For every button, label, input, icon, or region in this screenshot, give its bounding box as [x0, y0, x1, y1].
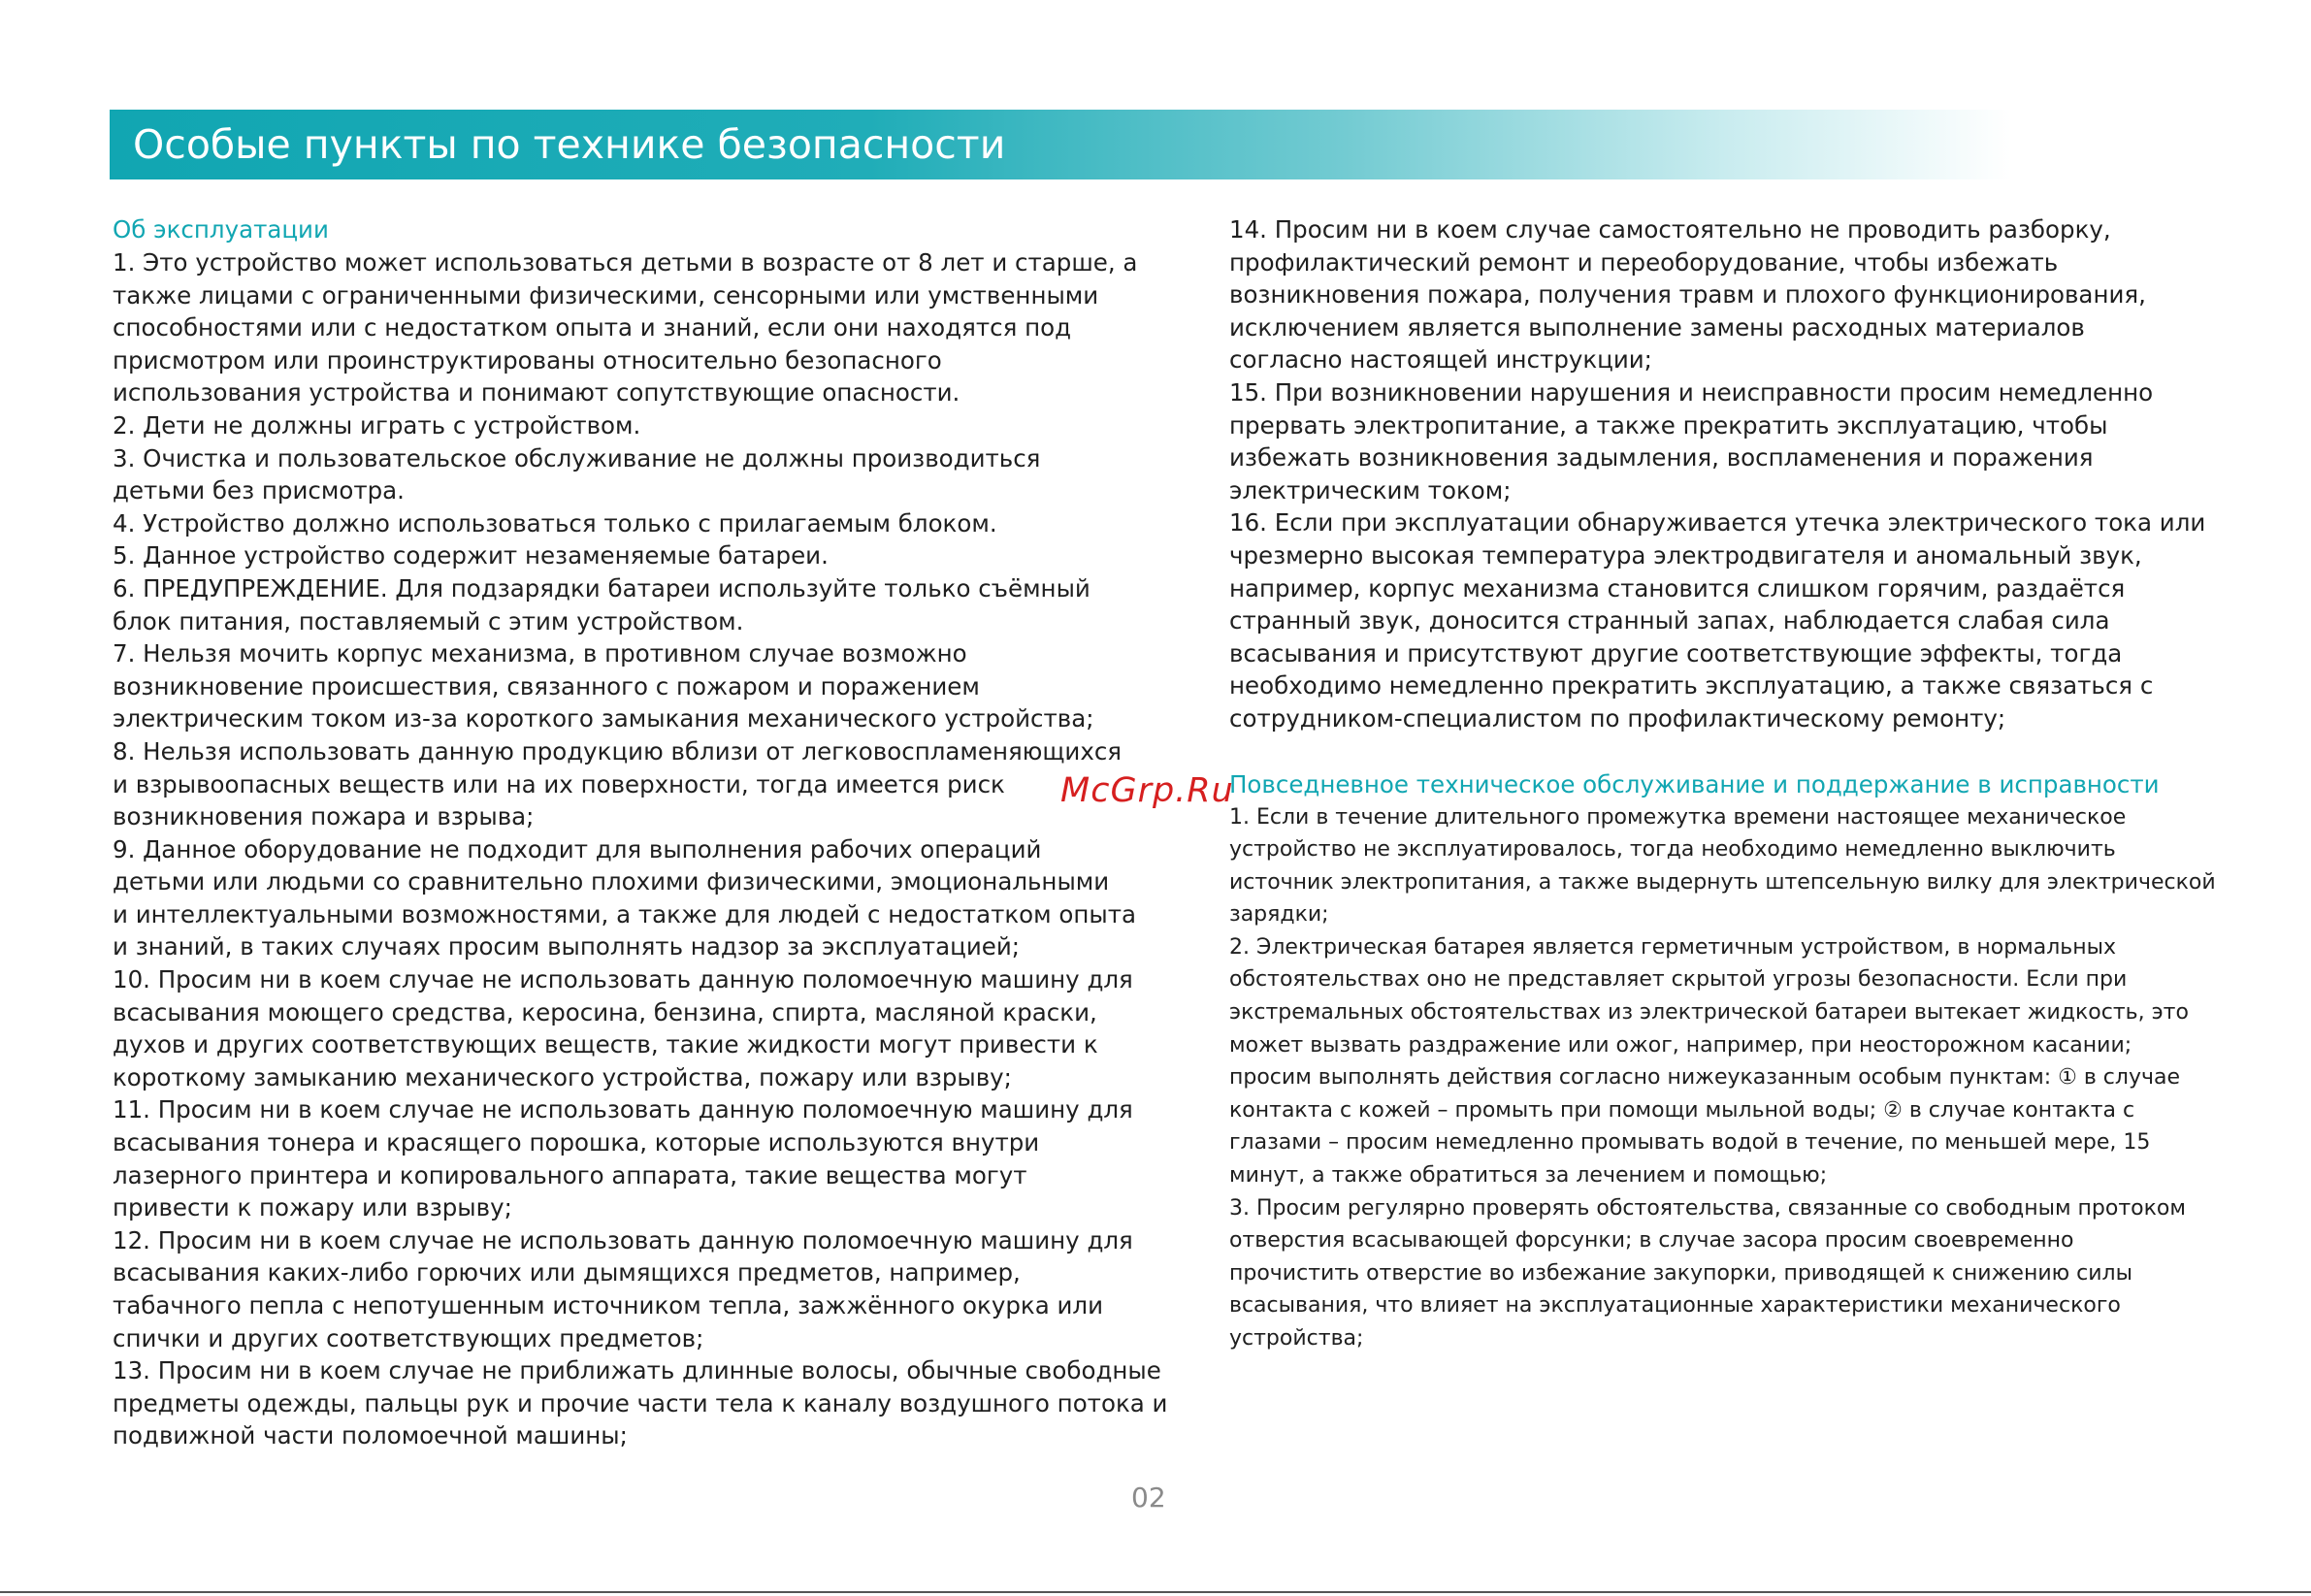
text-line: всасывания моющего средства, керосина, бензина, спирта, масляной краски,: [113, 997, 1097, 1026]
text-line: 15. При возникновении нарушения и неисправности просим немедленно: [1229, 377, 2154, 407]
text-line: 9. Данное оборудование не подходит для выполнения рабочих операций: [113, 834, 1042, 863]
text-line: 5. Данное устройство содержит незаменяемые батареи.: [113, 541, 829, 570]
text-line: 2. Дети не должны играть с устройством.: [113, 410, 641, 440]
text-line: лазерного принтера и копировального аппарата, такие вещества могут: [113, 1160, 1027, 1189]
text-line: прервать электропитание, а также прекратить эксплуатацию, чтобы: [1229, 410, 2108, 440]
text-line: возникновения пожара, получения травм и плохого функционирования,: [1229, 280, 2146, 309]
text-line: всасывания, что влияет на эксплуатационные характеристики механического: [1229, 1293, 2121, 1319]
text-line: 6. ПРЕДУПРЕЖДЕНИЕ. Для подзарядки батареи используйте только съёмный: [113, 573, 1090, 603]
text-line: например, корпус механизма становится слишком горячим, раздаётся: [1229, 573, 2126, 603]
text-line: предметы одежды, пальцы рук и прочие части тела к каналу воздушного потока и: [113, 1388, 1168, 1417]
text-line: 14. Просим ни в коем случае самостоятельно не проводить разборку,: [1229, 215, 2111, 244]
text-line: 2. Электрическая батарея является герметичным устройством, в нормальных: [1229, 934, 2117, 960]
text-line: использования устройства и понимают сопутствующие опасности.: [113, 378, 960, 407]
text-line: прочистить отверстие во избежание закупорки, приводящей к снижению силы: [1229, 1260, 2132, 1286]
text-line: детьми без присмотра.: [113, 476, 405, 505]
title-banner: [110, 110, 2011, 179]
text-line: спички и других соответствующих предметов;: [113, 1323, 704, 1352]
text-line: 3. Очистка и пользовательское обслуживание не должны производиться: [113, 443, 1041, 472]
text-line: присмотром или проинструктированы относительно безопасного: [113, 345, 942, 375]
text-line: короткому замыканию механического устройства, пожару или взрыву;: [113, 1062, 1012, 1091]
text-line: детьми или людьми со сравнительно плохими физическими, эмоциональными: [113, 867, 1110, 896]
text-line: также лицами с ограниченными физическими, сенсорными или умственными: [113, 280, 1099, 309]
text-line: согласно настоящей инструкции;: [1229, 345, 1652, 375]
bottom-divider: [0, 1591, 2311, 1593]
text-line: зарядки;: [1229, 902, 1329, 928]
text-line: электрическим током из-за короткого замыкания механического устройства;: [113, 704, 1094, 733]
text-line: необходимо немедленно прекратить эксплуатацию, а также связаться с: [1229, 671, 2154, 700]
text-line: 16. Если при эксплуатации обнаруживается утечка электрического тока или: [1229, 508, 2206, 537]
text-line: подвижной части поломоечной машины;: [113, 1421, 628, 1450]
text-line: 7. Нельзя мочить корпус механизма, в противном случае возможно: [113, 639, 967, 668]
page-number: 02: [1131, 1482, 1166, 1514]
text-line: всасывания и присутствуют другие соответствующие эффекты, тогда: [1229, 638, 2123, 668]
watermark: McGrp.Ru: [1060, 771, 1234, 810]
text-line: отверстия всасывающей форсунки; в случае засора просим своевременно: [1229, 1228, 2074, 1254]
text-line: источник электропитания, а также выдернуть штепсельную вилку для электрической: [1229, 869, 2216, 895]
text-line: возникновение происшествия, связанного с пожаром и поражением: [113, 671, 980, 700]
text-line: избежать возникновения задымления, воспламенения и поражения: [1229, 443, 2094, 472]
text-line: 1. Если в течение длительного промежутка времени настоящее механическое: [1229, 804, 2127, 830]
text-line: 13. Просим ни в коем случае не приближать длинные волосы, обычные свободные: [113, 1356, 1161, 1385]
text-line: 3. Просим регулярно проверять обстоятельства, связанные со свободным протоком: [1229, 1195, 2186, 1221]
left-column: [113, 213, 1168, 1452]
text-line: возникновения пожара и взрыва;: [113, 802, 535, 831]
text-line: 12. Просим ни в коем случае не использовать данную поломоечную машину для: [113, 1225, 1133, 1254]
text-line: и интеллектуальными возможностями, а также для людей с недостатком опыта: [113, 899, 1137, 928]
text-line: и знаний, в таких случаях просим выполнять надзор за эксплуатацией;: [113, 932, 1020, 961]
section-gap: [1229, 735, 2219, 768]
text-line: устройства;: [1229, 1326, 1364, 1351]
text-line: глазами – просим немедленно промывать водой в течение, по меньшей мере, 15: [1229, 1130, 2151, 1156]
page-title: Особые пункты по технике безопасности: [133, 121, 1006, 168]
text-line: табачного пепла с непотушенным источником тепла, зажжённого окурка или: [113, 1291, 1103, 1319]
text-line: странный звук, доносится странный запах, наблюдается слабая сила: [1229, 606, 2110, 635]
text-line: привести к пожару или взрыву;: [113, 1193, 512, 1222]
text-line: блок питания, поставляемый с этим устройством.: [113, 606, 744, 635]
text-line: 10. Просим ни в коем случае не использовать данную поломоечную машину для: [113, 965, 1133, 994]
right-column: [1229, 213, 2219, 1355]
text-line: просим выполнять действия согласно нижеуказанным особым пунктам: ① в случае: [1229, 1065, 2180, 1091]
section-heading-operation: Об эксплуатации: [113, 215, 329, 244]
text-line: минут, а также обратиться за лечением и помощью;: [1229, 1163, 1828, 1189]
text-line: 8. Нельзя использовать данную продукцию вблизи от легковоспламеняющихся: [113, 736, 1123, 765]
text-line: может вызвать раздражение или ожог, например, при неосторожном касании;: [1229, 1032, 2132, 1058]
text-line: всасывания каких-либо горючих или дымящихся предметов, например,: [113, 1258, 1021, 1287]
text-line: чрезмерно высокая температура электродвигателя и аномальный звук,: [1229, 540, 2142, 570]
text-line: сотрудником-специалистом по профилактическому ремонту;: [1229, 703, 2006, 733]
text-line: всасывания тонера и красящего порошка, которые используются внутри: [113, 1128, 1040, 1157]
text-line: контакта с кожей – промыть при помощи мыльной воды; ② в случае контакта с: [1229, 1097, 2135, 1123]
text-line: профилактический ремонт и переоборудование, чтобы избежать: [1229, 247, 2059, 277]
section-heading-maintenance: Повседневное техническое обслуживание и поддержание в исправности: [1229, 769, 2160, 798]
text-line: 4. Устройство должно использоваться только с прилагаемым блоком.: [113, 508, 997, 537]
text-line: и взрывоопасных веществ или на их поверхности, тогда имеется риск: [113, 769, 1005, 798]
text-line: электрическим током;: [1229, 475, 1512, 505]
text-line: 1. Это устройство может использоваться детьми в возрасте от 8 лет и старше, а: [113, 248, 1138, 277]
text-line: 11. Просим ни в коем случае не использовать данную поломоечную машину для: [113, 1095, 1133, 1124]
left-paragraph: [113, 246, 1168, 1452]
text-line: исключением является выполнение замены расходных материалов: [1229, 312, 2085, 342]
text-line: экстремальных обстоятельствах из электрической батареи вытекает жидкость, это: [1229, 1000, 2189, 1026]
text-line: духов и других соответствующих веществ, такие жидкости могут привести к: [113, 1030, 1098, 1059]
text-line: устройство не эксплуатировалось, тогда необходимо немедленно выключить: [1229, 837, 2116, 863]
text-line: способностями или с недостатком опыта и знаний, если они находятся под: [113, 313, 1072, 342]
right-paragraph-top: [1229, 213, 2219, 735]
right-paragraph-bottom: [1229, 801, 2219, 1355]
text-line: обстоятельствах оно не представляет скрытой угрозы безопасности. Если при: [1229, 967, 2128, 993]
